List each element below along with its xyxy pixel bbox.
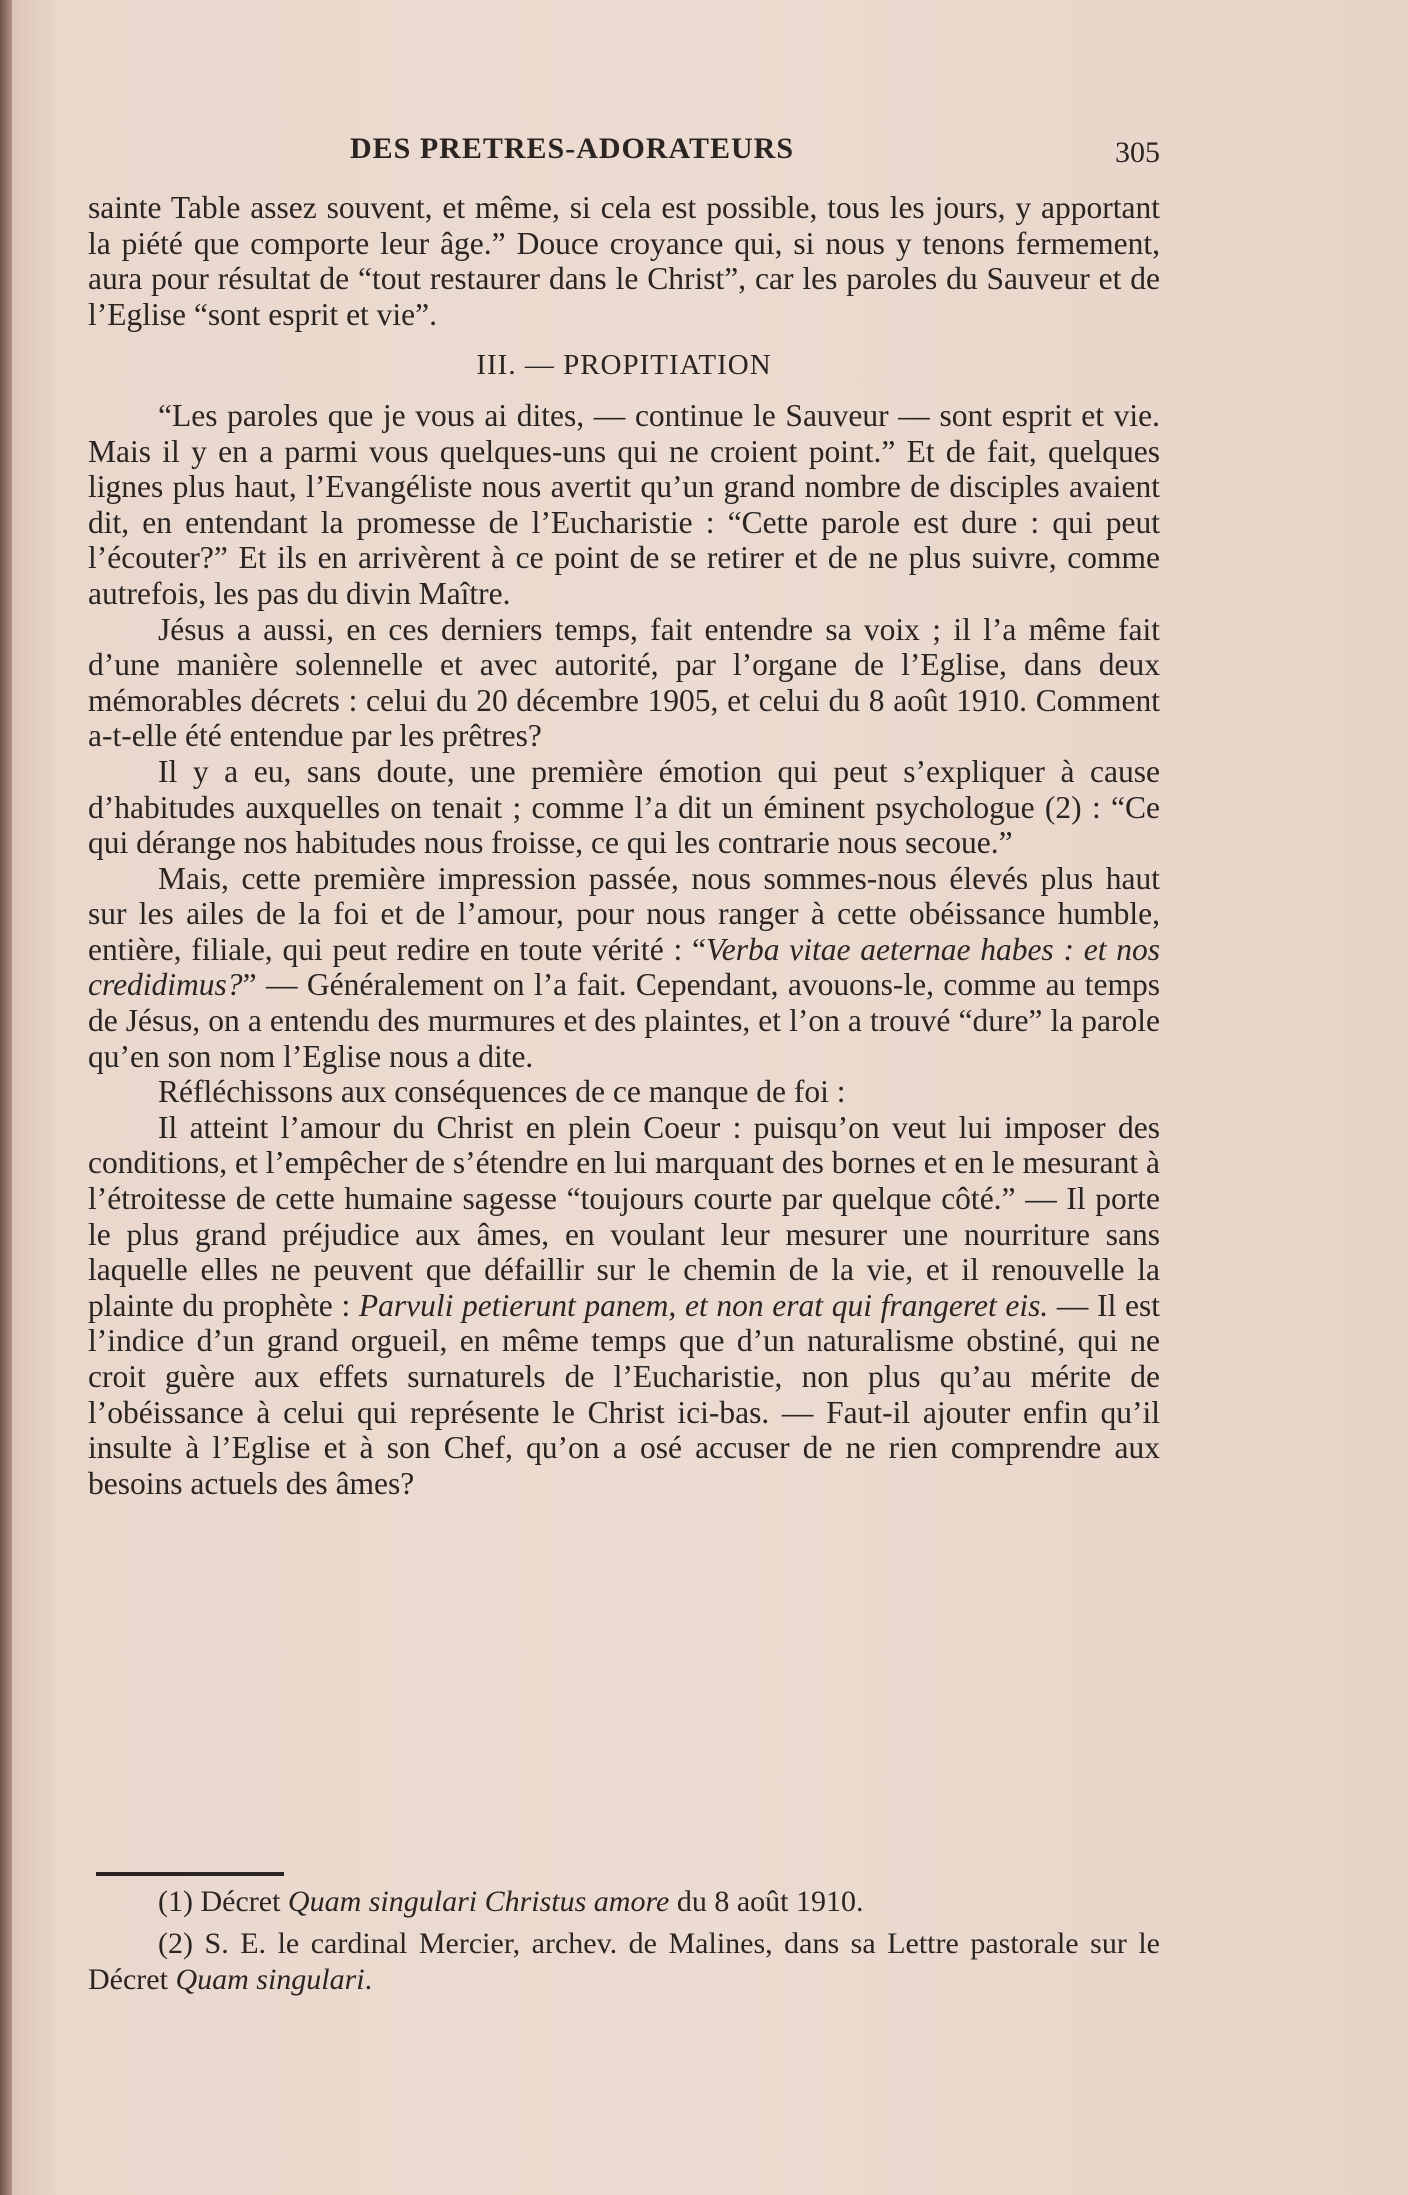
latin-quote: Parvuli petierunt panem, et non erat qui frangeret eis.: [358, 1287, 1049, 1323]
paragraph: “Les paroles que je vous ai dites, — continue le Sauveur — sont esprit et vie. Mais il y en a parmi vous quelques-uns qui ne croient point.” Et de fait, quelques lignes plus haut, l’Evangéliste nous avertit qu’un grand nombre de disciples avaient dit, en entendant la promesse de l’Eucharistie : “Cette parole est dure : qui peut l’écouter?” Et ils en arrivèrent à ce point de se retirer et de ne plus suivre, comme autrefois, les pas du divin Maître.: [88, 397, 1160, 611]
footnotes: [88, 1884, 1160, 2004]
footnote-2: [88, 1926, 1160, 1998]
text-span: ” — Généralement on l’a fait. Cependant, avouons-le, comme au temps de Jésus, on a entendu des murmures et des plaintes, et l’on a trouvé “dure” la parole qu’en son nom l’Eglise nous a dite.: [88, 967, 1160, 1074]
text-span: (1) Décret: [158, 1885, 288, 1918]
text-span: Mais, cette première impression passée, nous sommes-nous élevés plus haut sur les ailes de la foi et de l’amour, pour nous ranger à cette obéissance humble, entière, filiale, qui peut redire en toute vérité : “: [88, 860, 1160, 967]
paragraph: [88, 861, 1160, 1075]
body-text: [88, 190, 1160, 1501]
footnote-1: [88, 1884, 1160, 1920]
latin-quote: Verba vitae aeternae habes : et nos credidimus?: [88, 931, 1160, 1003]
paragraph: Il y a eu, sans doute, une première émotion qui peut s’expliquer à cause d’habitudes auxquelles on tenait ; comme l’a dit un éminent psychologue (2) : “Ce qui dérange nos habitudes nous froisse, ce qui les contrarie nous secoue.”: [88, 753, 1160, 861]
latin-title: Quam singulari: [175, 1963, 365, 1996]
text-span: (2) S. E. le cardinal Mercier, archev. de Malines, dans sa Lettre pastorale sur le Décret: [88, 1927, 1160, 1996]
paragraph: [88, 1110, 1160, 1502]
book-spine-shadow: [0, 0, 12, 2195]
text-span: du 8 août 1910.: [669, 1885, 864, 1918]
latin-title: Quam singulari Christus amore: [287, 1885, 670, 1918]
page-number: 305: [1115, 136, 1160, 169]
footnote-rule: [96, 1872, 284, 1876]
section-title: III. — PROPITIATION: [476, 349, 772, 382]
page-header: [88, 128, 1160, 178]
running-head: DES PRETRES-ADORATEURS: [350, 132, 795, 165]
text-span: — Il est l’indice d’un grand orgueil, en même temps que d’un naturalisme obstiné, qui ne croit guère aux effets surnaturels de l’Eucharistie, non plus qu’au mérite de l’obéissance à celui qui représente le Christ ici-bas. — Faut-il ajouter enfin qu’il insulte à l’Eglise et à son Chef, qu’on a osé accuser de ne rien comprendre aux besoins actuels des âmes?: [88, 1287, 1160, 1501]
paragraph-continuation: sainte Table assez souvent, et même, si cela est possible, tous les jours, y apportant la piété que comporte leur âge.” Douce croyance qui, si nous y tenons fermement, aura pour résultat de “tout restaurer dans le Christ”, car les paroles du Sauveur et de l’Eglise “sont esprit et vie”.: [88, 190, 1160, 332]
text-span: .: [364, 1963, 373, 1996]
paragraph: Réfléchissons aux conséquences de ce manque de foi :: [158, 1074, 846, 1110]
text-span: Il atteint l’amour du Christ en plein Coeur : puisqu’on veut lui imposer des conditions, et l’empêcher de s’étendre en lui marquant des bornes et en le mesurant à l’étroitesse de cette humaine sagesse “toujours courte par quelque côté.” — Il porte le plus grand préjudice aux âmes, en voulant leur mesurer une nourriture sans laquelle elles ne peuvent que défaillir sur le chemin de la vie, et il renouvelle la plainte du prophète :: [88, 1109, 1160, 1323]
paragraph: Jésus a aussi, en ces derniers temps, fait entendre sa voix ; il l’a même fait d’une manière solennelle et avec autorité, par l’organe de l’Eglise, dans deux mémorables décrets : celui du 20 décembre 1905, et celui du 8 août 1910. Comment a-t-elle été entendue par les prêtres?: [88, 611, 1160, 754]
